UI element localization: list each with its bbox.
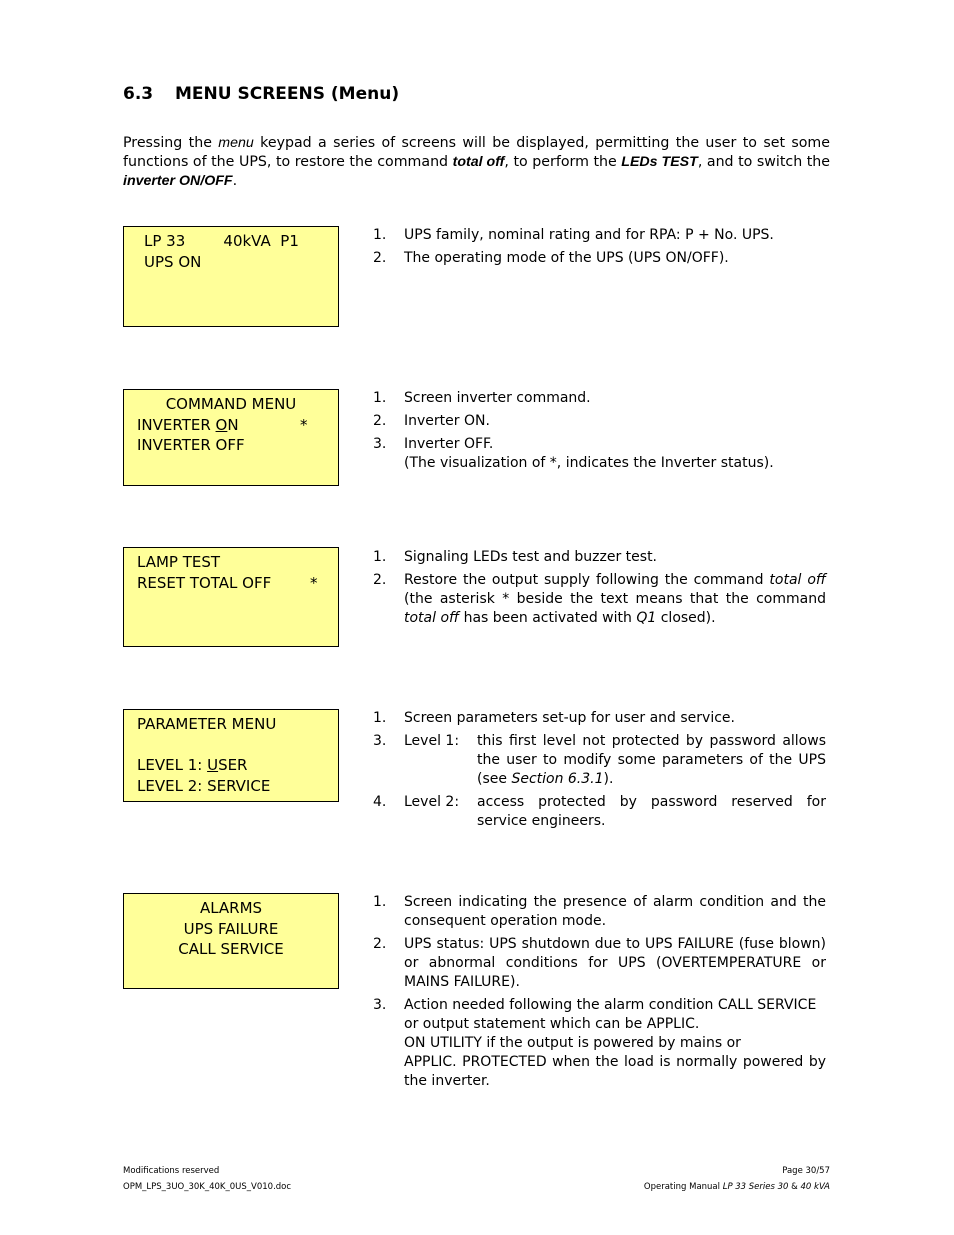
lcd-line: LEVEL 2: SERVICE [137, 776, 271, 795]
list-item: 2. UPS status: UPS shutdown due to UPS FAILURE (fuse blown) or abnormal conditions for UPS (OVERTEMPERATURE or MAINS FAILURE). [373, 936, 826, 990]
lcd-line: ALARMS [199, 899, 263, 917]
screen3-description [373, 548, 826, 632]
screen4-description [373, 709, 826, 835]
lcd-line: UPS ON [144, 252, 202, 271]
lcd-line: LEVEL 1: USER [137, 756, 248, 774]
intro-paragraph [123, 134, 830, 191]
footer-manual-title: Operating Manual LP 33 Series 30 & 40 kVA [643, 1182, 830, 1192]
list-item: 1. Screen indicating the presence of alarm condition and the consequent operation mode. [373, 894, 826, 929]
lcd-blank-line [137, 735, 338, 756]
intro-text: . [232, 173, 238, 189]
total-off-marker: * [310, 573, 318, 592]
footer-page-number: Page 30/57 [782, 1166, 830, 1176]
section-number: 6.3 [123, 84, 154, 104]
lcd-line: LP 33 40kVA P1 [144, 232, 299, 250]
list-item: 3. Action needed following the alarm condition CALL SERVICE or output statement which can be APPLIC. ON UTILITY if the output is powered by mains or APPLIC. PROTECTED when the load is normally powered by the inverter. [373, 997, 826, 1089]
intro-text: Pressing the [123, 135, 219, 151]
lcd-line: PARAMETER MENU [137, 715, 277, 733]
lcd-screen-alarms [123, 893, 339, 989]
footer-filename: OPM_LPS_3UO_30K_40K_0US_V010.doc [123, 1182, 292, 1192]
inverter-status-note: (The visualization of *, indicates the Inverter status). [404, 455, 774, 471]
lcd-line: LAMP TEST [137, 553, 221, 571]
list-item: 3. Level 1: this first level not protected by password allows the user to modify some parameters of the UPS (see Section 6.3.1). [373, 733, 826, 787]
intro-text: , and to switch the [697, 154, 831, 170]
lcd-line: RESET TOTAL OFF * [137, 573, 318, 592]
list-item: 2. Inverter ON. [373, 413, 490, 429]
footer-right [644, 1163, 830, 1195]
list-item: 1. Signaling LEDs test and buzzer test. [373, 549, 658, 565]
lcd-line: COMMAND MENU [165, 395, 297, 413]
footer-left [123, 1163, 291, 1195]
list-item: 4. Level 2: access protected by password reserved for service engineers. [373, 794, 826, 829]
list-item: 3. Inverter OFF. (The visualization of *, indicates the Inverter status). [373, 436, 774, 471]
section-heading [123, 84, 399, 104]
list-item: 2. Restore the output supply following the command total off (the asterisk * beside the text means that the command total off has been activated with Q1 closed). [373, 572, 826, 626]
screen2-description [373, 389, 826, 477]
lcd-line: UPS FAILURE [183, 919, 279, 938]
lcd-line: INVERTER ON * [137, 415, 308, 434]
lcd-line: CALL SERVICE [178, 940, 284, 958]
intro-text: keypad a series of screens will be displayed, permitting the user to set some functions of the UPS, to restore the command [123, 135, 830, 170]
list-item: 1. Screen parameters set-up for user and service. [373, 710, 735, 726]
inverter-status-marker: * [300, 415, 308, 434]
footer-modifications: Modifications reserved [123, 1166, 220, 1176]
section-title: MENU SCREENS (Menu) [175, 84, 400, 104]
lcd-screen-command-menu [123, 389, 339, 486]
list-item: 1. Screen inverter command. [373, 390, 591, 406]
lcd-screen-status [123, 226, 339, 327]
lcd-line: INVERTER OFF [137, 436, 245, 454]
lcd-screen-lamp-test [123, 547, 339, 647]
intro-menu-term: menu [218, 135, 254, 151]
screen1-description [373, 226, 826, 272]
intro-text: , to perform the [504, 154, 622, 170]
intro-leds-test-term: LEDs TEST [621, 154, 698, 170]
intro-total-off-term: total off [452, 154, 505, 170]
list-item: 1. UPS family, nominal rating and for RPA: P + No. UPS. [373, 227, 774, 243]
intro-inverter-term: inverter ON/OFF [123, 173, 233, 189]
list-item: 2. The operating mode of the UPS (UPS ON/OFF). [373, 250, 729, 266]
screen5-description [373, 893, 826, 1095]
lcd-screen-parameter-menu [123, 709, 339, 802]
